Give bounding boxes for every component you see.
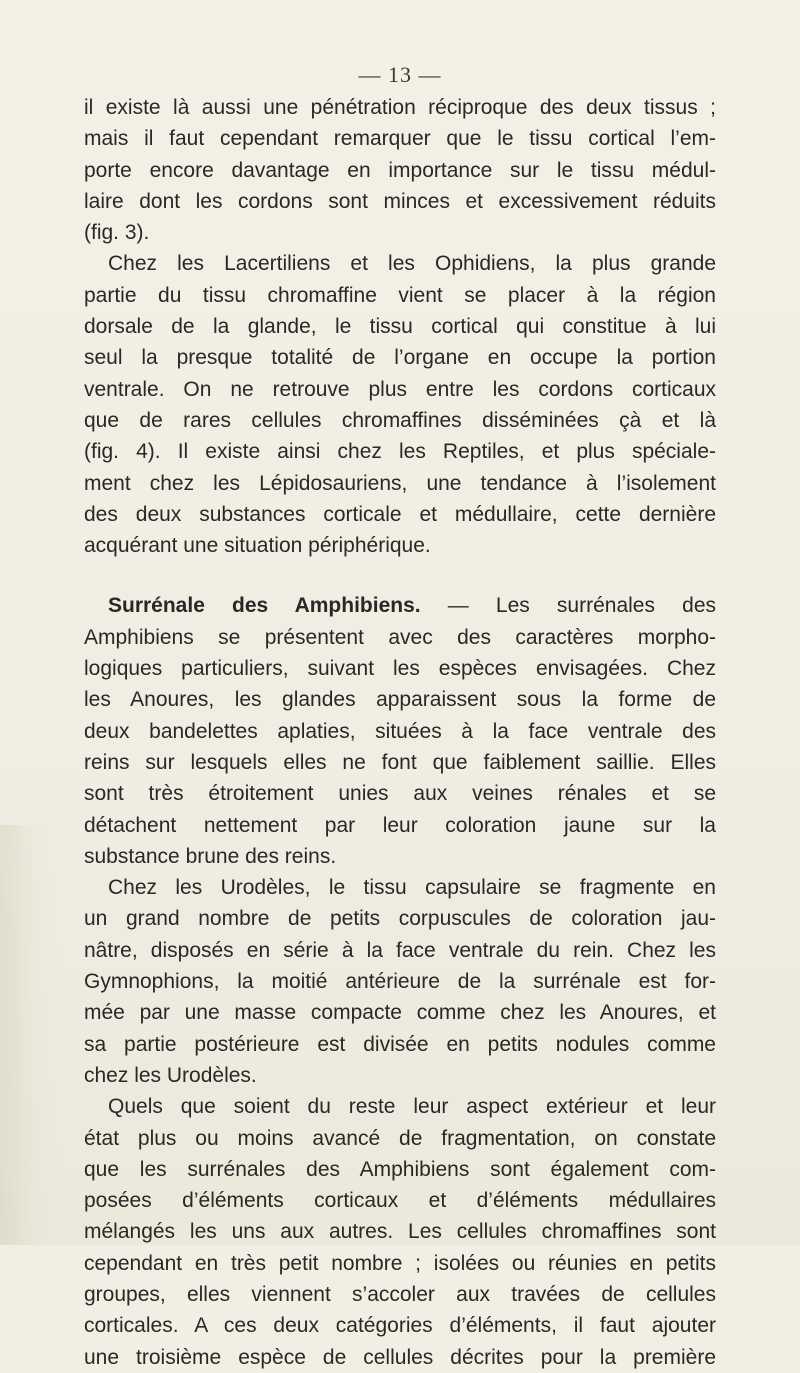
text-line: un grand nombre de petits corpuscules de coloration jau- [84, 907, 716, 931]
text-line: Chez les Urodèles, le tissu capsulaire se fragmente en [108, 876, 716, 900]
paragraph [84, 92, 716, 248]
text-line: partie du tissu chromaffine vient se placer à la région [84, 283, 716, 307]
text-line [84, 590, 716, 621]
text-line: état plus ou moins avancé de fragmentation, on constate [84, 1126, 716, 1150]
text-line: (fig. 4). Il existe ainsi chez les Reptiles, et plus spéciale- [84, 440, 716, 464]
text-line: acquérant une situation périphérique. [84, 534, 431, 558]
text-line: ment chez les Lépidosauriens, une tendance à l’isolement [84, 471, 716, 495]
text-line: Quels que soient du reste leur aspect extérieur et leur [108, 1095, 716, 1119]
text-line: reins sur lesquels elles ne font que faiblement saillie. Elles [84, 750, 716, 774]
paragraph [84, 1091, 716, 1373]
paragraph [84, 872, 716, 1091]
text-line: sont très étroitement unies aux veines rénales et se [84, 782, 716, 806]
text-line: il existe là aussi une pénétration réciproque des deux tissus ; [84, 96, 716, 119]
text-line: une troisième espèce de cellules décrites pour la première [84, 1345, 716, 1369]
text-line: ventrale. On ne retrouve plus entre les cordons corticaux [84, 377, 716, 401]
text-line: Gymnophions, la moitié antérieure de la surrénale est for- [84, 970, 716, 994]
text-line: groupes, elles viennent s’accoler aux travées de cellules [84, 1282, 716, 1306]
text-line: sa partie postérieure est divisée en petits nodules comme [84, 1032, 716, 1056]
body-text [84, 92, 716, 1373]
text-line: que les surrénales des Amphibiens sont également com- [84, 1157, 716, 1181]
text-line: mélangés les uns aux autres. Les cellules chromaffines sont [84, 1220, 716, 1244]
text-line: nâtre, disposés en série à la face ventrale du rein. Chez les [84, 938, 716, 962]
text-line: corticales. A ces deux catégories d’éléments, il faut ajouter [84, 1314, 716, 1338]
text-line: substance brune des reins. [84, 844, 337, 868]
page-number: — 13 — [358, 62, 442, 87]
section-heading: Surrénale des Amphibiens. [108, 594, 421, 618]
text-line: mais il faut cependant remarquer que le tissu cortical l’em- [84, 127, 716, 151]
text-line: logiques particuliers, suivant les espèces envisagées. Chez [84, 657, 716, 681]
paragraph [84, 590, 716, 872]
text-line: (fig. 3). [84, 221, 150, 245]
text-line: détachent nettement par leur coloration jaune sur la [84, 813, 716, 837]
text-line: porte encore davantage en importance sur le tissu médul- [84, 158, 716, 182]
text-line: seul la presque totalité de l’organe en occupe la portion [84, 346, 716, 370]
text-line: posées d’éléments corticaux et d’éléments médullaires [84, 1189, 716, 1213]
text-line: des deux substances corticale et médullaire, cette dernière [84, 502, 716, 526]
heading-continuation: — Les surrénales des [420, 594, 716, 618]
text-line: que de rares cellules chromaffines disséminées çà et là [84, 408, 716, 432]
text-line: Chez les Lacertiliens et les Ophidiens, la plus grande [108, 252, 716, 276]
text-line: chez les Urodèles. [84, 1063, 257, 1087]
page-edge-shading [0, 825, 60, 1245]
text-line: Amphibiens se présentent avec des caractères morpho- [84, 625, 716, 649]
paragraph [84, 248, 716, 561]
text-line: cependant en très petit nombre ; isolées ou réunies en petits [84, 1251, 716, 1275]
section-spacer [84, 561, 716, 590]
text-line: dorsale de la glande, le tissu cortical qui constitue à lui [84, 315, 716, 339]
text-line: les Anoures, les glandes apparaissent sous la forme de [84, 688, 716, 712]
text-line: deux bandelettes aplaties, situées à la face ventrale des [84, 719, 716, 743]
text-line: mée par une masse compacte comme chez les Anoures, et [84, 1001, 716, 1025]
text-line: laire dont les cordons sont minces et excessivement réduits [84, 189, 716, 213]
